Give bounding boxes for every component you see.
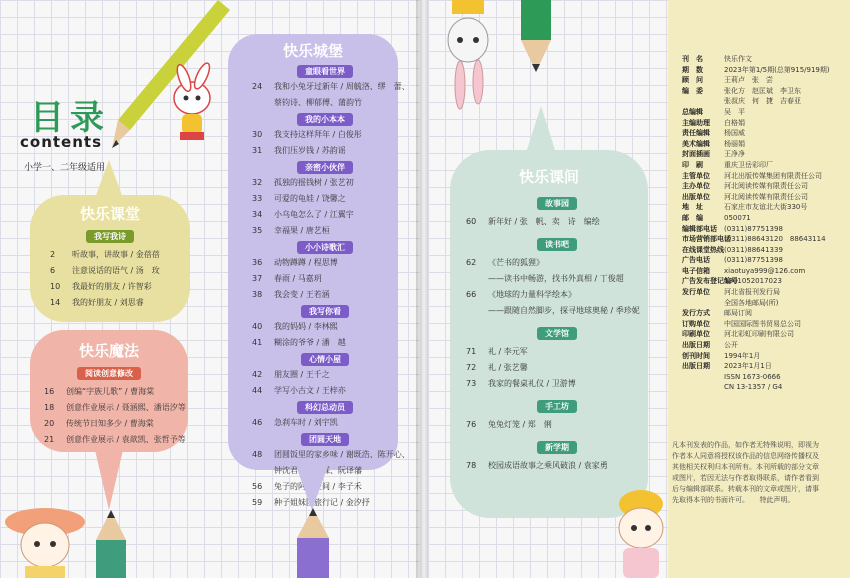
info-row	[682, 382, 830, 393]
toc-entry[interactable]: 46 急刹车时 / 刘宇凯	[252, 418, 338, 427]
info-value: 中国国际图书贸易总公司	[724, 319, 801, 328]
info-value: 邮局订阅	[724, 309, 752, 318]
toc-entry[interactable]: 蔡钧诗、柳郁傅、蒲韵竹	[274, 98, 362, 107]
toc-entry[interactable]: 21 创意作业展示 / 袁歆凯、张哲予等	[44, 435, 186, 444]
info-value: 1994年1月	[724, 351, 761, 360]
info-row	[682, 171, 830, 182]
info-row	[682, 298, 830, 309]
toc-entry[interactable]: 钟沈君、丁郁霖、阮译藩	[274, 466, 362, 475]
info-row	[682, 224, 830, 235]
info-value: (0311)87751398	[724, 224, 783, 233]
info-row	[682, 308, 830, 319]
info-label: 刊 名	[682, 55, 703, 63]
info-value: xiaotuya999@126.com	[724, 266, 806, 275]
toc-entry[interactable]: 78 校园成语故事之乘风破浪 / 袁家勇	[466, 461, 608, 470]
sub-label: 童眼看世界	[297, 65, 353, 78]
sub-label: 新学期	[537, 441, 577, 454]
info-value: 河北省报刊发行局	[724, 288, 780, 297]
sub-label: 科幻总动员	[297, 401, 353, 414]
toc-entry[interactable]: 40 我的妈妈 / 李林熙	[252, 322, 338, 331]
info-label: 期 数	[682, 65, 703, 74]
info-row	[682, 234, 830, 245]
info-label: 出版日期	[682, 341, 710, 350]
info-row	[682, 86, 830, 97]
info-row	[682, 340, 830, 351]
info-label: 主管单位	[682, 171, 710, 180]
section-mofa	[30, 330, 188, 452]
toc-entry[interactable]: 42 朋友圈 / 王千之	[252, 370, 330, 379]
sub-label: 故事园	[537, 197, 577, 210]
toc-entry[interactable]: 35 幸福果 / 唐艺桓	[252, 226, 330, 235]
info-label: 主编助理	[682, 118, 710, 127]
toc-entry[interactable]: 24 我和小兔牙过新年 / 周毓洛、缪 蕾、	[252, 82, 410, 91]
info-value: 吴 平	[724, 107, 745, 116]
section-kejian	[450, 150, 648, 518]
info-row	[682, 245, 830, 256]
info-value: 河北彩虹印刷有限公司	[724, 330, 794, 339]
section-title: 快乐课间	[518, 168, 579, 186]
section-chengbao	[228, 34, 410, 507]
sub-label: 团圆天地	[301, 433, 349, 446]
toc-entry[interactable]: 59 种子姐妹团旅行记 / 金汐抒	[252, 498, 370, 507]
info-row	[682, 128, 830, 139]
info-row	[682, 202, 830, 213]
info-row	[682, 351, 830, 362]
info-label: 编 委	[682, 86, 703, 95]
toc-entry[interactable]: 41 糊涂的爷爷 / 潘 越	[252, 338, 346, 347]
toc-entry[interactable]: 38 我会变 / 王若涵	[252, 290, 330, 299]
toc-entry[interactable]: 32 孤独的摇钱树 / 张艺初	[252, 178, 354, 187]
info-row	[682, 65, 830, 76]
sub-label: 文学馆	[537, 327, 577, 340]
pencil-illustration	[516, 0, 556, 80]
toc-entry[interactable]: 31 我们压岁钱 / 苏韵谣	[252, 146, 346, 155]
pencil-illustration	[288, 508, 338, 578]
info-row	[682, 54, 830, 65]
info-value: 杨丽娟	[724, 139, 745, 148]
sub-label: 亲密小伙伴	[297, 161, 353, 174]
info-value: 2023年1月1日	[724, 362, 772, 371]
toc-entry[interactable]: 10 我最好的朋友 / 许智彩	[50, 282, 152, 291]
info-row	[682, 160, 830, 171]
sub-label: 我写你看	[301, 305, 349, 318]
grade-label: 小学一、二年级适用	[24, 163, 106, 173]
info-row	[682, 192, 830, 203]
info-row	[682, 329, 830, 340]
info-label: 出版单位	[682, 192, 710, 201]
sub-label: 读书吧	[537, 238, 577, 251]
publication-info	[682, 54, 830, 393]
toc-entry[interactable]: 62 《芒书的狐狸》	[466, 258, 544, 267]
toc-entry[interactable]: 36 动物蹲蹲 / 程思博	[252, 258, 338, 267]
section-title: 快乐课堂	[79, 205, 140, 223]
info-value: 张叔庆 何 捷 吉春亚	[724, 97, 801, 106]
info-value: 快乐作文	[724, 55, 752, 63]
info-value: 1301052017023	[724, 277, 782, 286]
info-value: 白格娟	[724, 118, 745, 127]
info-value: 全国各地邮局(所)	[724, 298, 779, 307]
rabbit-mascot-icon	[438, 0, 498, 115]
info-row	[682, 372, 830, 383]
info-row	[682, 107, 830, 118]
toc-entry[interactable]: 16 创编“字族儿歌” / 曹海棠	[44, 387, 155, 396]
info-value: 张化方 赵匡斌 李卫东	[724, 86, 801, 95]
info-value: (0311)87751398	[724, 256, 783, 265]
toc-entry[interactable]: 56 兔子的阿想空间 / 李子禾	[252, 482, 362, 491]
info-label: 主办单位	[682, 182, 710, 191]
section-pointer	[95, 450, 123, 510]
info-value: 石家庄市友谊北大街330号	[724, 203, 808, 212]
info-row	[682, 213, 830, 224]
info-row	[682, 181, 830, 192]
girl-mascot-icon	[606, 488, 676, 578]
sub-label: 手工坊	[537, 400, 577, 413]
info-value: CN 13-1357 / G4	[724, 383, 783, 392]
info-value: 王莉卢 张 尝	[724, 76, 773, 85]
pencil-illustration	[86, 510, 136, 578]
toc-title: 目录	[30, 98, 110, 138]
info-row	[682, 255, 830, 266]
info-label: 编辑部电话	[682, 224, 717, 233]
toc-entry[interactable]: 73 我家的餐桌礼仪 / 卫游博	[466, 379, 576, 388]
info-value: 河北阅读传媒有限责任公司	[724, 192, 808, 201]
info-value: 公开	[724, 341, 738, 350]
toc-entry[interactable]: ——读书中畅游，找书外真相 / 丁俊超	[488, 274, 624, 283]
info-label: 印刷单位	[682, 330, 710, 339]
info-row	[682, 361, 830, 372]
copyright-notice: 凡本刊发表的作品，如作者无特殊说明，即视为作者本人同意将授权该作品的信息网络传播权及其他相关权利归本刊所有。本刊所载的部分文章或图片，若因无法与作者取得联系，请作者看到后与编辑部联系。转载本刊的文章或图片，请事先取得本刊的书面许可。 特此声明。	[672, 441, 819, 504]
info-value: ISSN 1673-0666	[724, 372, 781, 381]
info-label: 发行单位	[682, 288, 710, 297]
info-label: 订购单位	[682, 319, 710, 328]
info-label: 邮 编	[682, 213, 703, 222]
info-label: 广告电话	[682, 256, 710, 265]
info-label: 印 刷	[682, 160, 703, 169]
toc-entry[interactable]: 37 春雨 / 马嘉玥	[252, 274, 322, 283]
info-row	[682, 319, 830, 330]
section-pointer	[95, 160, 123, 198]
info-label: 发行方式	[682, 309, 710, 318]
info-row	[682, 276, 830, 287]
toc-entry[interactable]: 30 我支持这样拜年 / 白俊彤	[252, 130, 362, 139]
info-value: 050071	[724, 213, 751, 222]
info-label: 地 址	[682, 203, 703, 212]
toc-entry[interactable]: 60 新年好 / 张 帆、卖 诗 编绘	[466, 217, 600, 226]
info-label: 封面插画	[682, 150, 710, 159]
info-value: 王净净	[724, 150, 745, 159]
info-row	[682, 96, 830, 107]
info-label: 市场营销部电话	[682, 235, 731, 244]
info-label: 在线课堂热线	[682, 245, 724, 254]
girl-mascot-icon	[0, 500, 90, 578]
toc-entry[interactable]: ——跟随自然脚步，探寻地球奥秘 / 季珍妮	[488, 306, 640, 315]
sub-label: 我的小本本	[297, 113, 353, 126]
info-value: 2023年第1/5期(总第915/919期)	[724, 65, 830, 74]
rabbit-mascot-icon	[162, 60, 222, 150]
toc-entry[interactable]: 34 小乌龟怎么了 / 江翼宇	[252, 210, 354, 219]
info-value: (0311)88643120 88643114	[724, 235, 826, 244]
section-pointer	[296, 466, 328, 510]
section-title: 快乐魔法	[78, 342, 139, 360]
toc-entry[interactable]: 18 创意作业展示 / 聂涵熙、潘语汐等	[44, 403, 186, 412]
toc-entry[interactable]: 72 礼 / 张艺馨	[466, 363, 528, 372]
toc-entry[interactable]: 2 听故事，讲故事 / 金蓓蓓	[50, 250, 160, 259]
toc-entry[interactable]: 66 《地球的力量科学绘本》	[466, 290, 576, 299]
section-ketang	[30, 195, 190, 322]
info-row	[682, 118, 830, 129]
info-value: 重庆卫岳彩印厂	[724, 160, 773, 169]
info-row	[682, 287, 830, 298]
info-row	[682, 75, 830, 86]
info-row	[682, 149, 830, 160]
toc-entry[interactable]: 6 注意说话的语气 / 汤 玫	[50, 266, 160, 275]
left-page	[0, 0, 420, 578]
sub-label: 心情小屋	[301, 353, 349, 366]
info-label: 广告发布登记编号	[682, 277, 738, 286]
toc-entry[interactable]: 20 传统节日知多少 / 曹海棠	[44, 419, 154, 428]
sub-label: 我写我诗	[86, 230, 134, 243]
section-pointer	[525, 106, 557, 156]
sub-label: 小小诗歌汇	[297, 241, 353, 254]
toc-entry[interactable]: 76 兔兔灯笼 / 郑 俐	[466, 420, 552, 429]
info-label: 创刊时间	[682, 351, 710, 360]
info-row	[682, 139, 830, 150]
info-value: 河北出版传媒集团有限责任公司	[724, 171, 822, 180]
info-label: 顾 问	[682, 76, 703, 85]
info-row	[682, 266, 830, 277]
info-value: 杨国威	[724, 129, 745, 138]
info-label: 出版日期	[682, 362, 710, 371]
toc-entry[interactable]: 44 学写小古文 / 王梓亦	[252, 386, 346, 395]
info-value: 河北阅读传媒有限责任公司	[724, 182, 808, 191]
toc-subtitle: contents	[20, 133, 102, 151]
sub-label: 阅读创意修改	[77, 367, 141, 380]
toc-entry[interactable]: 14 我的好朋友 / 刘思睿	[50, 298, 144, 307]
info-label: 责任编辑	[682, 129, 710, 138]
toc-entry[interactable]: 33 可爱的龟娃 / 饶馨之	[252, 194, 346, 203]
toc-entry[interactable]: 48 团圆饭里的家乡味 / 谢既浩、陈开心、	[252, 450, 410, 459]
section-title: 快乐城堡	[282, 42, 343, 60]
info-label: 总编辑	[682, 107, 703, 116]
toc-entry[interactable]: 71 礼 / 李元军	[466, 347, 528, 356]
info-value: (0311)88641339	[724, 245, 783, 254]
info-label: 电子信箱	[682, 266, 710, 275]
info-label: 美术编辑	[682, 139, 710, 148]
